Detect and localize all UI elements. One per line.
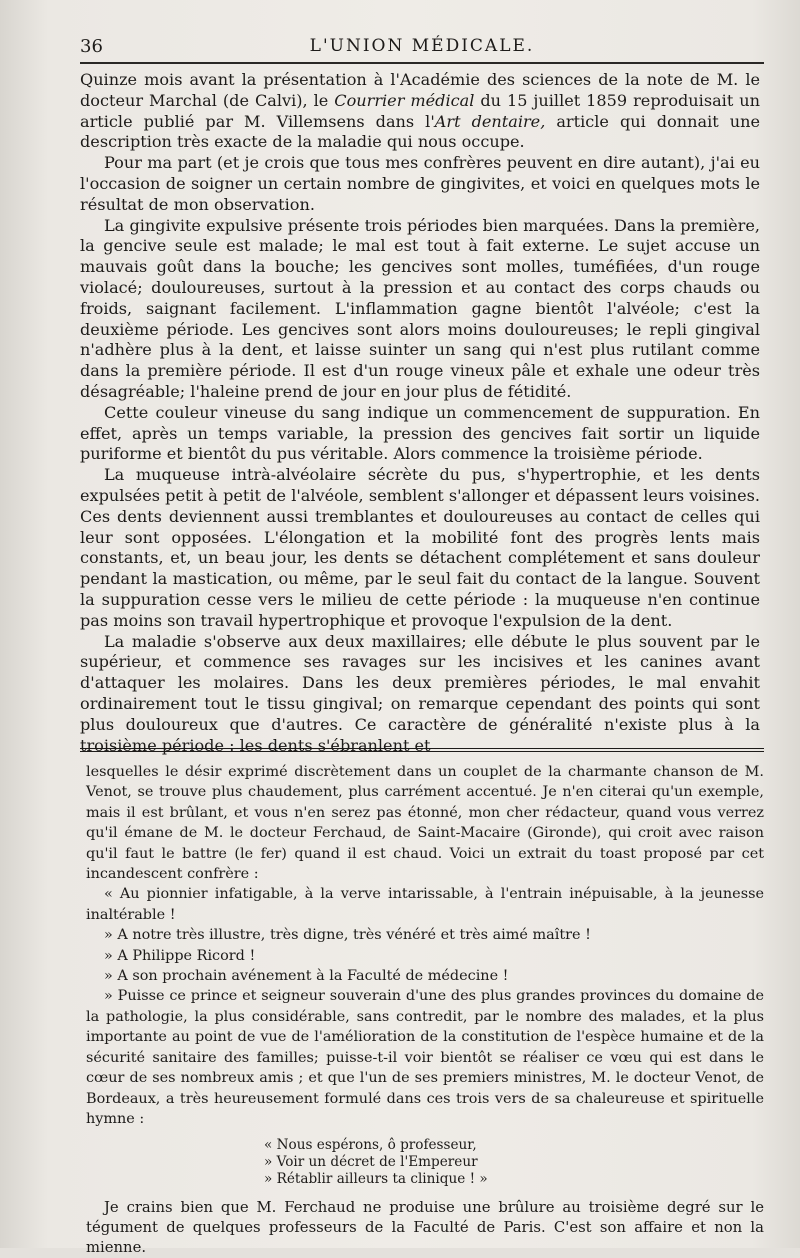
p1-text-c: du 15 juillet 1859 reproduisait un article publié par M. Villemsens dans l' <box>80 90 760 131</box>
p1-journal-title: Courrier médical <box>334 90 475 110</box>
toast-line-2: » A notre très illustre, très digne, très vénéré et très aimé maître ! <box>104 927 591 944</box>
verse-line: » Voir un décret de l'Empereur <box>264 1154 478 1171</box>
verse <box>264 1137 764 1188</box>
running-title: L'UNION MÉDICALE. <box>309 36 535 56</box>
footnote-separator <box>80 748 764 754</box>
toast-line-5: » Puisse ce prince et seigneur souverain d'une des plus grandes provinces du domaine de la pathologie, la plus considérable, sans contredit, par le nombre des malades, et la plus importante au point de vue de l'amélioration de la constitution de l'espèce humaine et de la sécurité sanitaire des familles; puisse-t-il voir bientôt se réaliser ce vœu qui est dans le cœur de ses nombreux amis ; et que l'un de ses premiers ministres, M. le docteur Venot, de Bordeaux, a très heureusement formulé dans ces trois vers de sa chaleureuse et spirituelle hymne : <box>86 988 764 1127</box>
main-text <box>80 70 760 756</box>
p1-text-e: article qui donnait une description très exacte de la maladie qui nous occupe. <box>80 111 760 152</box>
page-header <box>80 36 764 60</box>
p1-text-a: Quinze mois avant la présentation à l'Académie des sciences de la note de M. le docteur Marchal (de Calvi), le <box>80 70 760 110</box>
footnote-paragraph-1: lesquelles le désir exprimé discrètement dans un couplet de la charmante chanson de M. Venot, se trouve plus chaudement, plus carrément accentué. Je n'en citerai qu'un exemple, mais il est brûlant, et vous n'en serez pas étonné, mon cher rédacteur, quand vous verrez qu'il émane de M. le docteur Ferchaud, de Saint-Macaire (Gironde), qui croit avec raison qu'il faut le battre (le fer) quand il est chaud. Voici un extrait du toast proposé par cet incandescent confrère : <box>86 764 764 883</box>
verse-line: « Nous espérons, ô professeur, <box>264 1137 477 1154</box>
toast-line-1: « Au pionnier infatigable, à la verve intarissable, à l'entrain inépuisable, à la jeunesse inaltérable ! <box>86 886 764 923</box>
paragraph-3: La gingivite expulsive présente trois périodes bien marquées. Dans la première, la gencive seule est malade; le mal est tout à fait externe. Le sujet accuse un mauvais goût dans la bouche; les gencives sont molles, tuméfiées, d'un rouge violacé; douloureuses, surtout à la pression et au contact des corps chauds ou froids, saignant facilement. L'inflammation gagne bientôt l'alvéole; c'est la deuxième période. Les gencives sont alors moins douloureuses; le repli gingival n'adhère plus à la dent, et laisse suinter un sang qui n'est plus rutilant comme dans la première période. Il est d'un rouge vineux pâle et exhale une odeur très désagréable; l'haleine prend de jour en jour plus de fétidité. <box>80 215 760 401</box>
toast-line-4: » A son prochain avénement à la Faculté de médecine ! <box>104 968 509 985</box>
header-rule <box>80 62 764 64</box>
verse-line: » Rétablir ailleurs ta clinique ! » <box>264 1171 488 1188</box>
paragraph-4: Cette couleur vineuse du sang indique un commencement de suppuration. En effet, après un temps variable, la pression des gencives fait sortir un liquide puriforme et bientôt du pus véritable. Alors commence la troisième période. <box>80 402 760 464</box>
p1-journal-title-2: Art dentaire, <box>434 111 546 131</box>
footnote-closing: Je crains bien que M. Ferchaud ne produise une brûlure au troisième degré sur le tégument de quelques professeurs de la Faculté de Paris. C'est son affaire et non la mienne. <box>86 1199 764 1257</box>
paragraph-1 <box>80 70 760 153</box>
page-number: 36 <box>80 36 103 57</box>
footnote <box>86 762 764 1258</box>
paragraph-5: La muqueuse intrà-alvéolaire sécrète du pus, s'hypertrophie, et les dents expulsées petit à petit de l'alvéole, semblent s'allonger et dépassent leurs voisines. Ces dents deviennent aussi tremblantes et douloureuses au contact de celles qui leur sont opposées. L'élongation et la mobilité font des progrès lents mais constants, et, un beau jour, les dents se détachent complétement et sans douleur pendant la mastication, ou même, par le seul fait du contact de la langue. Souvent la suppuration cesse vers le milieu de cette période : la muqueuse n'en continue pas moins son travail hypertrophique et provoque l'expulsion de la dent. <box>80 465 760 630</box>
paragraph-2: Pour ma part (et je crois que tous mes confrères peuvent en dire autant), j'ai eu l'occasion de soigner un certain nombre de gingivites, et voici en quelques mots le résultat de mon observation. <box>80 153 760 214</box>
toast-line-3: » A Philippe Ricord ! <box>104 947 256 964</box>
paragraph-6: La maladie s'observe aux deux maxillaires; elle débute le plus souvent par le supérieur, et commence ses ravages sur les incisives et les canines avant d'attaquer les molaires. Dans les deux premières périodes, le mal envahit ordinairement tout le tissu gingival; on remarque cependant des points qui sont plus douloureux que d'autres. Ce caractère de généralité n'existe plus à la troisième période : les dents s'ébranlent et <box>80 631 760 755</box>
